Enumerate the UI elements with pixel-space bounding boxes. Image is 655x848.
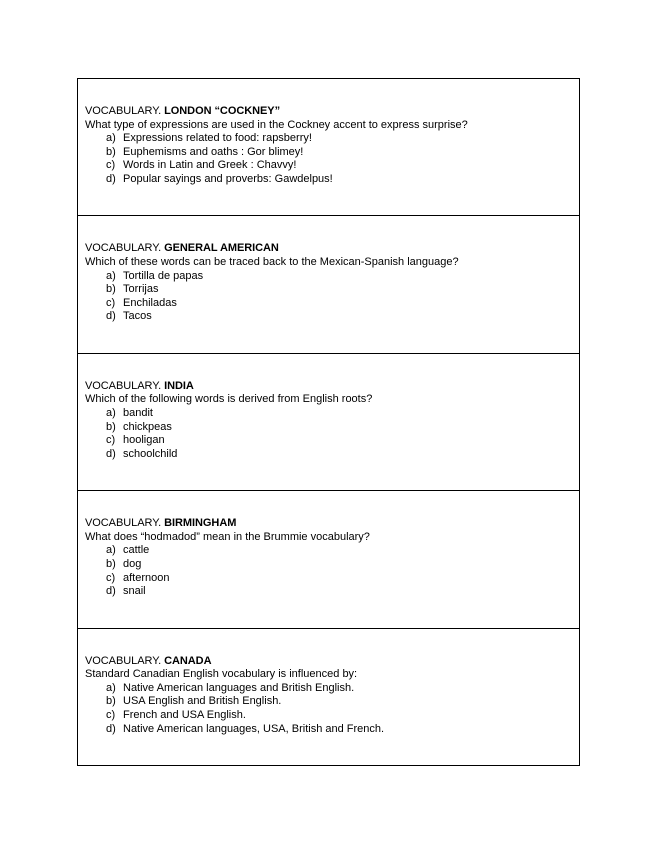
question-card-cockney [78,79,579,216]
option-letter: c) [106,434,116,447]
header-prefix: VOCABULARY. [85,242,162,255]
option-letter: d) [106,310,116,323]
option-letter: d) [106,447,116,460]
option-text: Words in Latin and Greek : Chavvy! [123,159,297,172]
header-topic: GENERAL AMERICAN [164,242,279,255]
option-text: Tacos [123,310,152,323]
option-letter: b) [106,420,116,433]
option-text: French and USA English. [123,708,246,721]
question-header [85,517,571,531]
answer-option-c[interactable] [106,297,571,311]
option-letter: c) [106,159,116,172]
option-letter: a) [106,132,116,145]
header-topic: INDIA [164,379,194,392]
answer-option-d[interactable] [106,448,571,462]
option-text: afternoon [123,571,170,584]
answer-options [85,682,571,736]
option-letter: c) [106,296,116,309]
question-header [85,242,571,256]
header-prefix: VOCABULARY. [85,517,162,530]
header-prefix: VOCABULARY. [85,379,162,392]
answer-option-d[interactable] [106,173,571,187]
answer-option-d[interactable] [106,723,571,737]
question-text: Standard Canadian English vocabulary is influenced by: [85,668,358,681]
option-text: snail [123,585,146,598]
question-card-birmingham [78,491,579,628]
answer-option-a[interactable] [106,132,571,146]
header-topic: LONDON “COCKNEY” [164,105,281,117]
header-topic: BIRMINGHAM [164,517,237,530]
option-text: USA English and British English. [123,695,282,708]
answer-option-a[interactable] [106,544,571,558]
answer-option-b[interactable] [106,421,571,435]
option-letter: a) [106,681,116,694]
answer-option-b[interactable] [106,695,571,709]
option-letter: c) [106,571,116,584]
question-header [85,380,571,394]
question-text: Which of the following words is derived from English roots? [85,393,373,406]
answer-option-a[interactable] [106,270,571,284]
option-text: Native American languages, USA, British and French. [123,722,385,735]
header-prefix: VOCABULARY. [85,105,162,117]
option-letter: d) [106,172,116,185]
question-text: What does “hodmadod” mean in the Brummie vocabulary? [85,530,370,543]
quiz-table [77,78,580,766]
option-letter: c) [106,708,116,721]
option-text: Tortilla de papas [123,269,204,282]
question-card-india [78,354,579,491]
option-letter: a) [106,544,116,557]
question-card-canada [78,629,579,767]
option-letter: b) [106,695,116,708]
option-letter: b) [106,145,116,158]
option-text: Native American languages and British English. [123,681,355,694]
option-text: bandit [123,406,153,419]
question-header [85,655,571,669]
answer-option-c[interactable] [106,159,571,173]
header-topic: CANADA [164,654,212,667]
option-text: Popular sayings and proverbs: Gawdelpus! [123,172,333,185]
option-text: Expressions related to food: rapsberry! [123,132,312,145]
option-letter: a) [106,406,116,419]
option-letter: a) [106,269,116,282]
option-text: hooligan [123,434,165,447]
answer-option-c[interactable] [106,572,571,586]
question-header [85,105,571,119]
answer-options [85,407,571,461]
question-card-general-american [78,216,579,353]
option-text: dog [123,557,142,570]
option-text: schoolchild [123,447,178,460]
option-letter: d) [106,585,116,598]
answer-option-d[interactable] [106,585,571,599]
option-text: Torrijas [123,283,159,296]
option-letter: d) [106,722,116,735]
option-letter: b) [106,283,116,296]
header-prefix: VOCABULARY. [85,654,162,667]
answer-option-a[interactable] [106,682,571,696]
question-text: Which of these words can be traced back to the Mexican-Spanish language? [85,255,459,268]
answer-option-b[interactable] [106,146,571,160]
option-text: Euphemisms and oaths : Gor blimey! [123,145,304,158]
answer-option-c[interactable] [106,434,571,448]
answer-option-b[interactable] [106,283,571,297]
answer-option-c[interactable] [106,709,571,723]
question-text: What type of expressions are used in the Cockney accent to express surprise? [85,118,468,131]
answer-option-d[interactable] [106,310,571,324]
answer-options [85,270,571,324]
option-letter: b) [106,557,116,570]
answer-options [85,544,571,598]
answer-option-b[interactable] [106,558,571,572]
answer-options [85,132,571,186]
option-text: cattle [123,544,150,557]
option-text: chickpeas [123,420,172,433]
answer-option-a[interactable] [106,407,571,421]
option-text: Enchiladas [123,296,177,309]
